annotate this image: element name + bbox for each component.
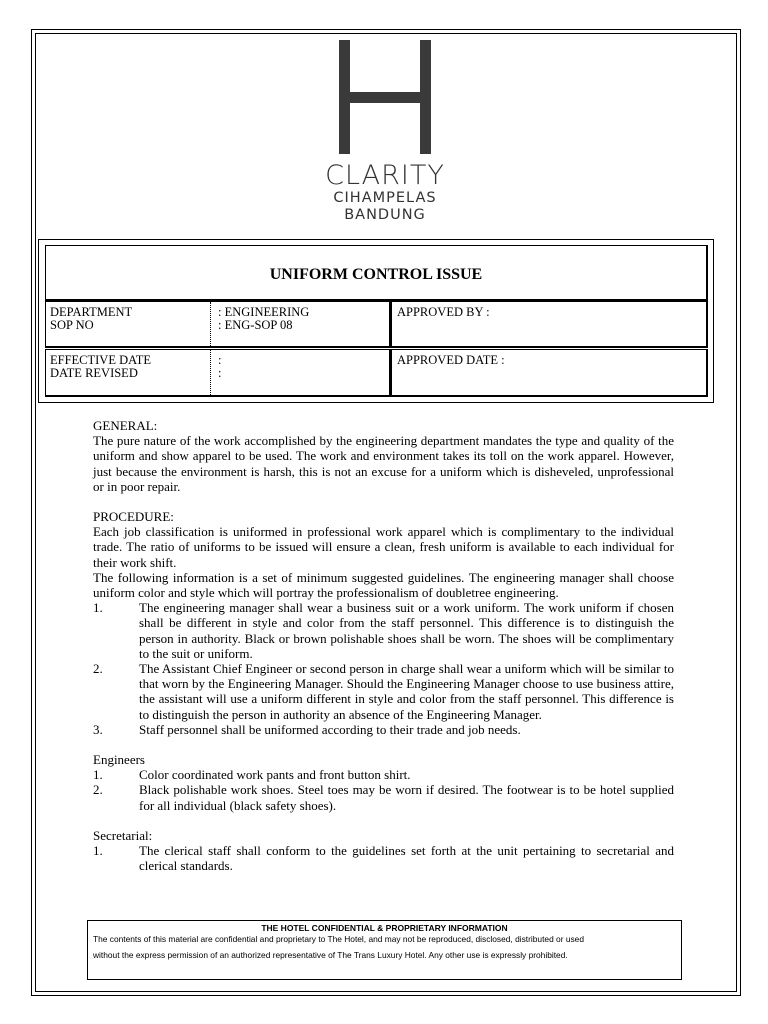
department-value: : ENGINEERING [218,305,310,319]
approved-by-label: APPROVED BY : [397,305,490,319]
document-title: UNIFORM CONTROL ISSUE [269,266,483,283]
footer-line-1: The contents of this material are confidential and proprietary to The Hotel, and may not be reproduced, disclosed, distributed or used [93,934,584,944]
list-item: 1. The clerical staff shall conform to the guidelines set forth at the unit pertaining to secretarial and clerical standards. [93,843,674,874]
list-item: 1. Color coordinated work pants and front button shirt. [93,767,411,783]
dates-cell [45,349,391,397]
general-paragraph: The pure nature of the work accomplished by the engineering department mandates the type and quality of the uniform and show apparel to be used. The work and environment takes its toll on the work apparel. However, just because the environment is harsh, this is not an excuse for a uniform which is disheveled, unprofessional or in poor repair. [93,433,674,494]
date-revised-label: DATE REVISED [50,366,138,380]
procedure-heading: PROCEDURE: [93,509,174,525]
footer-line-2: without the express permission of an authorized representative of The Trans Luxury Hotel. Any other use is expressly prohibited. [93,950,568,960]
footer-title: THE HOTEL CONFIDENTIAL & PROPRIETARY INFORMATION [261,923,508,933]
department-label: DEPARTMENT [50,305,133,319]
confidential-footer [87,920,682,980]
logo-location-line1: CIHAMPELAS [333,190,437,206]
engineers-heading: Engineers [93,752,145,768]
list-item: 1. The engineering manager shall wear a business suit or a work uniform. The work uniform if chosen shall be different in style and color from the staff personnel. This difference is to distinguish the person in authority. Black or brown polishable shoes shall be worn. The shoes will be complimentary to the suit or uniform. [93,600,674,661]
approved-date-cell [391,349,708,397]
procedure-paragraph-1: Each job classification is uniformed in professional work apparel which is complimentary to the individual trade. The ratio of uniforms to be issued will ensure a clean, fresh uniform is available to each individual for their work shift. [93,524,674,570]
logo-name: CLARITY [325,160,445,191]
sop-header-table [38,239,714,403]
list-item: 3. Staff personnel shall be uniformed according to their trade and job needs. [93,721,521,737]
document-body [93,418,674,873]
hotel-logo [300,40,470,224]
effective-date-value: : [218,353,222,367]
logo-h-mark [339,40,431,154]
approved-by-cell [391,301,708,348]
secretarial-heading: Secretarial: [93,827,153,843]
title-cell [45,245,708,301]
general-heading: GENERAL: [93,418,158,433]
sop-label: SOP NO [50,318,94,332]
approved-date-label: APPROVED DATE : [397,353,505,367]
date-revised-value: : [218,366,222,380]
list-item: 2. The Assistant Chief Engineer or second person in charge shall wear a uniform which will be similar to that worn by the Engineering Manager. Should the Engineering Manager choose to use business attire, the assistant will use a uniform different in style and color from the staff personnel. This difference is to distinguish the person in authority an absence of the Engineering Manager. [93,661,674,722]
effective-date-label: EFFECTIVE DATE [50,353,152,367]
department-cell [45,301,391,348]
procedure-paragraph-2: The following information is a set of minimum suggested guidelines. The engineering manager shall choose uniform color and style which will portray the professionalism of doubletree engineering. [93,569,674,601]
logo-location-line2: BANDUNG [344,207,426,223]
sop-value: : ENG-SOP 08 [218,318,293,332]
list-item: 2. Black polishable work shoes. Steel toes may be worn if desired. The footwear is to be hotel supplied for all individual (black safety shoes). [93,782,674,813]
